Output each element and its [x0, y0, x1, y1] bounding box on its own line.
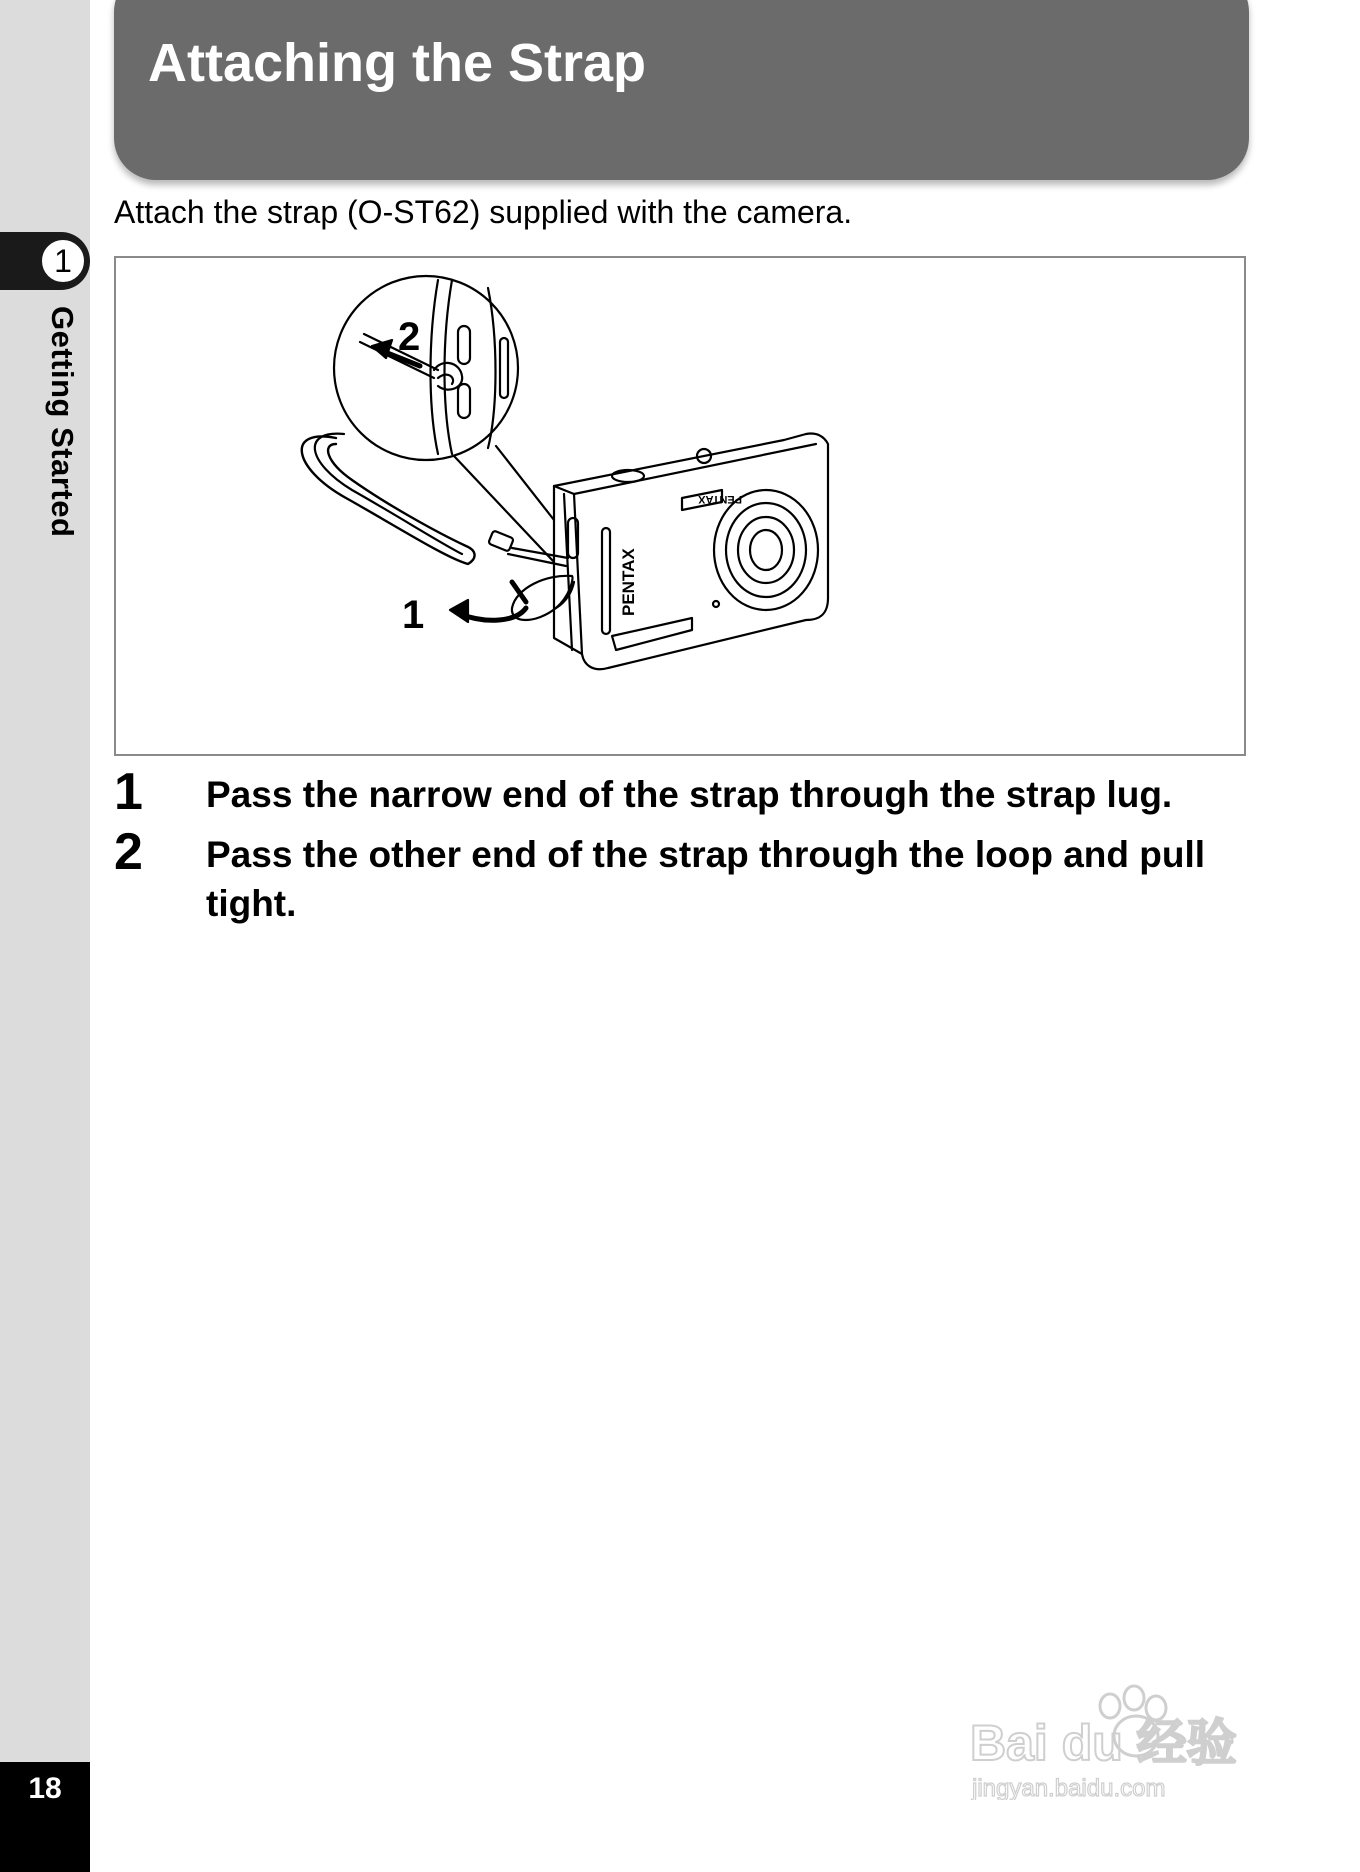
step-text: Pass the other end of the strap through the loop and pull tight.	[206, 834, 1206, 924]
baidu-watermark	[960, 1660, 1290, 1800]
watermark-url: jingyan.baidu.com	[972, 1775, 1166, 1800]
step-2	[114, 824, 1254, 934]
step-text: Pass the narrow end of the strap through the strap lug.	[206, 774, 1173, 815]
callout-number-1: 1	[402, 593, 425, 637]
illustration-frame	[114, 256, 1246, 756]
camera-brand-top: PENTAX	[698, 493, 742, 505]
step-1	[114, 764, 1254, 824]
camera-body	[554, 433, 828, 669]
wrist-strap	[302, 434, 574, 620]
step-number: 2	[114, 823, 143, 881]
chapter-number-badge: 1	[40, 238, 86, 284]
intro-text: Attach the strap (O-ST62) supplied with the camera.	[114, 194, 853, 230]
callout-number-2: 2	[398, 315, 421, 359]
page-number: 18	[28, 1772, 62, 1805]
page-title: Attaching the Strap	[148, 33, 647, 93]
watermark-brand: Bai du 经验	[970, 1715, 1237, 1771]
step-number: 1	[114, 763, 143, 821]
camera-brand-front: PENTAX	[619, 548, 638, 616]
strap-illustration	[116, 258, 1244, 754]
chapter-title: Getting Started	[45, 306, 80, 538]
